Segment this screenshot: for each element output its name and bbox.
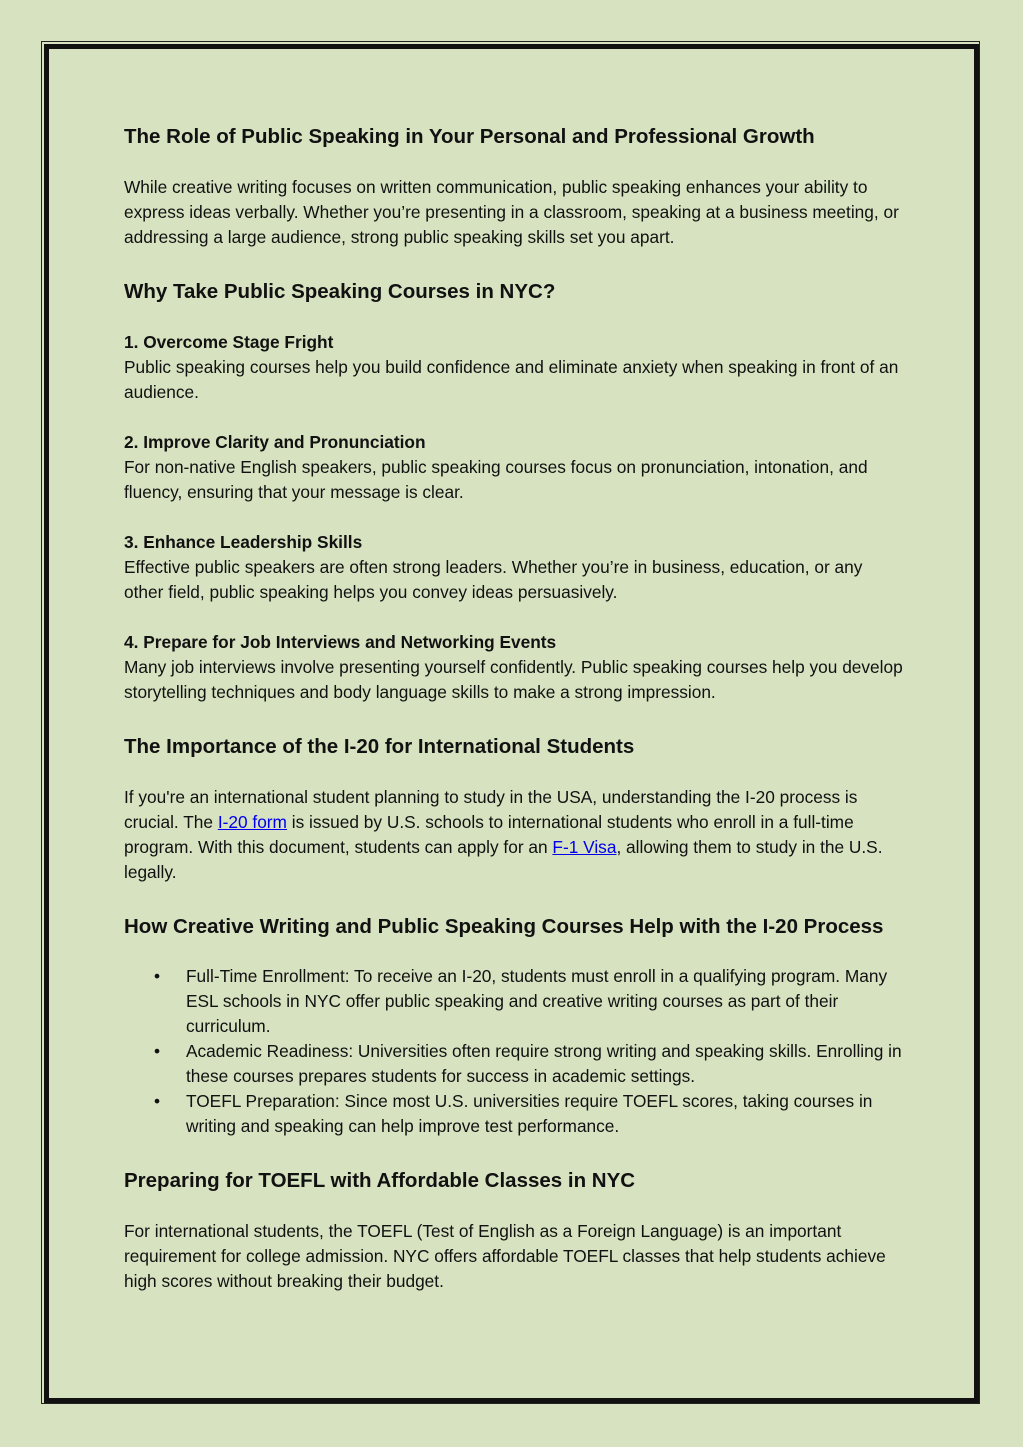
- reason-title-3: 3. Enhance Leadership Skills: [124, 532, 363, 552]
- heading-importance-of-i20: The Importance of the I-20 for International Students: [124, 735, 635, 758]
- i20-text-part-2: is issued by U.S. schools to international students who enroll in a full-time program. With this document, students can apply for an: [124, 812, 854, 857]
- document-body: [124, 122, 904, 1294]
- list-item-text: Full-Time Enrollment: To receive an I-20, students must enroll in a qualifying program. Many ESL schools in NYC offer public speaking and creative writing courses as part of their curriculum.: [186, 966, 888, 1036]
- heading-how-courses-help: How Creative Writing and Public Speaking Courses Help with the I-20 Process: [124, 915, 884, 938]
- paragraph-role-of-public-speaking: While creative writing focuses on written communication, public speaking enhances your ability to express ideas verbally. Whether you’re presenting in a classroom, speaking at a business meeting, or addressing a large audience, strong public speaking skills set you apart.: [124, 177, 899, 247]
- reason-title-4: 4. Prepare for Job Interviews and Networking Events: [124, 632, 557, 652]
- bullet-icon: •: [154, 1091, 161, 1111]
- reason-text-1: Public speaking courses help you build confidence and eliminate anxiety when speaking in front of an audience.: [124, 357, 899, 402]
- list-item-text: Academic Readiness: Universities often require strong writing and speaking skills. Enrolling in these courses prepares students for success in academic settings.: [186, 1041, 902, 1086]
- heading-preparing-for-toefl: Preparing for TOEFL with Affordable Classes in NYC: [124, 1169, 636, 1192]
- paragraph-i20: [124, 785, 904, 885]
- list-item: [154, 1089, 904, 1139]
- reason-item-4: [124, 630, 904, 705]
- list-item-text: TOEFL Preparation: Since most U.S. universities require TOEFL scores, taking courses in writing and speaking can help improve test performance.: [186, 1091, 873, 1136]
- bullet-icon: •: [154, 1041, 161, 1061]
- courses-help-list: [124, 964, 904, 1139]
- paragraph-toefl: For international students, the TOEFL (Test of English as a Foreign Language) is an important requirement for college admission. NYC offers affordable TOEFL classes that help students achieve high scores without breaking their budget.: [124, 1221, 886, 1291]
- list-item: [154, 964, 904, 1039]
- heading-role-of-public-speaking: The Role of Public Speaking in Your Personal and Professional Growth: [124, 125, 815, 148]
- reason-text-4: Many job interviews involve presenting yourself confidently. Public speaking courses help you develop storytelling techniques and body language skills to make a strong impression.: [124, 657, 903, 702]
- reason-item-3: [124, 530, 904, 605]
- heading-why-take-courses: Why Take Public Speaking Courses in NYC?: [124, 280, 556, 303]
- reason-item-1: [124, 330, 904, 405]
- reason-title-2: 2. Improve Clarity and Pronunciation: [124, 432, 426, 452]
- i20-text-part-1: If you're an international student planning to study in the USA, understanding the I-20 process is crucial. The: [124, 787, 858, 832]
- f1-visa-link[interactable]: F-1 Visa: [552, 837, 617, 857]
- reason-title-1: 1. Overcome Stage Fright: [124, 332, 334, 352]
- bullet-icon: •: [154, 966, 161, 986]
- reason-text-2: For non-native English speakers, public speaking courses focus on pronunciation, intonation, and fluency, ensuring that your message is clear.: [124, 457, 868, 502]
- i20-text-part-3: , allowing them to study in the U.S. legally.: [124, 837, 883, 882]
- reason-text-3: Effective public speakers are often strong leaders. Whether you’re in business, education, or any other field, public speaking helps you convey ideas persuasively.: [124, 557, 863, 602]
- i20-form-link[interactable]: I-20 form: [217, 812, 287, 832]
- list-item: [154, 1039, 904, 1089]
- reason-item-2: [124, 430, 904, 505]
